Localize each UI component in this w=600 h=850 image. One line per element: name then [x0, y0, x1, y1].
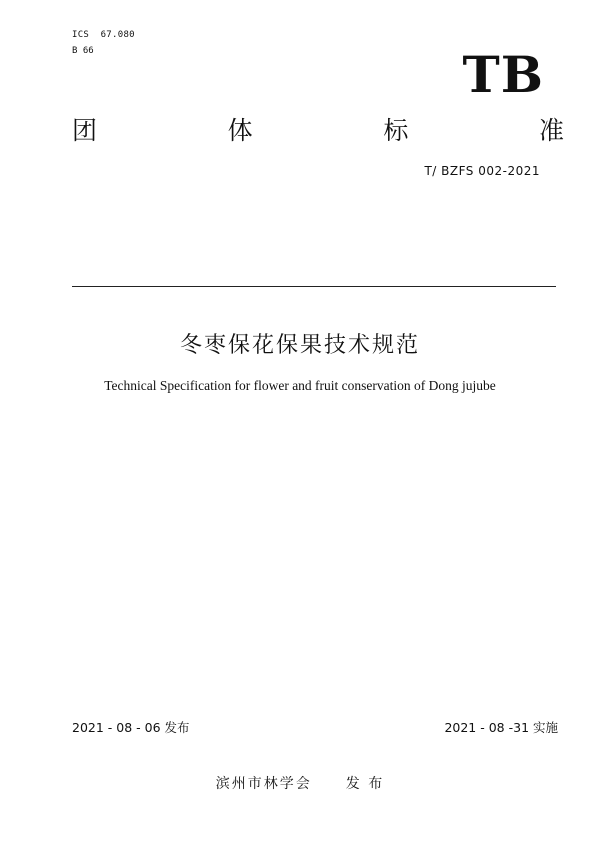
ics-code: ICS 67.080	[72, 30, 135, 40]
standard-code: T/ BZFS 002-2021	[424, 164, 540, 178]
issuer	[0, 773, 600, 793]
standard-type-char: 体	[227, 116, 253, 145]
document-title-en: Technical Specification for flower and fruit conservation of Dong jujube	[104, 378, 496, 393]
issue-date: 2021 - 08 - 06 发布	[72, 720, 190, 735]
standard-type-char: 准	[538, 116, 564, 145]
standard-type-char: 团	[72, 116, 98, 145]
standard-type	[72, 116, 564, 146]
implementation-date: 2021 - 08 -31 实施	[444, 720, 558, 735]
ccs-code: B 66	[72, 46, 94, 56]
document-title-cn: 冬枣保花保果技术规范	[179, 333, 420, 358]
issuer-name: 滨州市林学会	[215, 776, 312, 792]
standard-type-char: 标	[383, 116, 409, 145]
issuer-action: 发 布	[345, 776, 385, 792]
standard-logo: TB	[462, 45, 544, 104]
divider	[72, 286, 556, 287]
